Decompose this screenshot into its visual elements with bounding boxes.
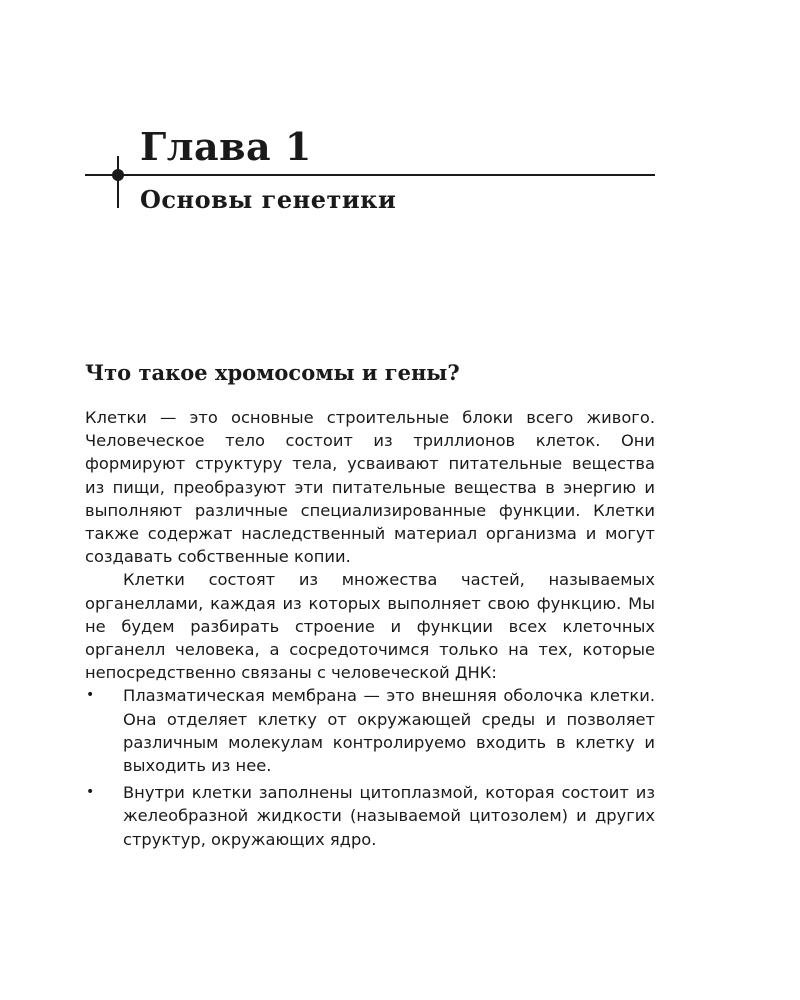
bullet-item <box>85 781 655 851</box>
paragraph-1: Клетки — это основные строительные блоки всего живого. Человеческое тело состоит из триллионов клеток. Они формируют структуру тела, усваивают питательные вещества из пищи, преобразуют эти питательные вещества в энергию и выполняют различные специализированные функции. Клетки также содержат наследственный материал организма и могут создавать собственные копии. <box>85 408 655 567</box>
chapter-rule-crosshair-dot <box>112 169 124 181</box>
body-text <box>85 406 655 855</box>
bullet-list <box>85 684 655 850</box>
chapter-horizontal-rule <box>85 174 655 176</box>
section-heading: Что такое хромосомы и гены? <box>85 360 460 385</box>
bullet-icon: • <box>86 784 95 801</box>
chapter-number: Глава 1 <box>140 124 312 169</box>
bullet-item <box>85 684 655 777</box>
bullet-icon: • <box>86 687 95 704</box>
bullet-text: Внутри клетки заполнены цитоплазмой, которая состоит из желеобразной жидкости (называемой цитозолем) и других структур, окружающих ядро. <box>123 783 655 849</box>
paragraph-2: Клетки состоят из множества частей, называемых органеллами, каждая из которых выполняет свою функцию. Мы не будем разбирать строение и функции всех клеточных органелл человека, а сосредоточимся только на тех, которые непосредственно связаны с человеческой ДНК: <box>85 570 655 683</box>
bullet-text: Плазматическая мембрана — это внешняя оболочка клетки. Она отделяет клетку от окружающей среды и позволяет различным молекулам контролируемо входить в клетку и выходить из нее. <box>123 686 655 776</box>
chapter-vertical-rule <box>117 156 119 208</box>
chapter-title: Основы генетики <box>140 185 397 214</box>
